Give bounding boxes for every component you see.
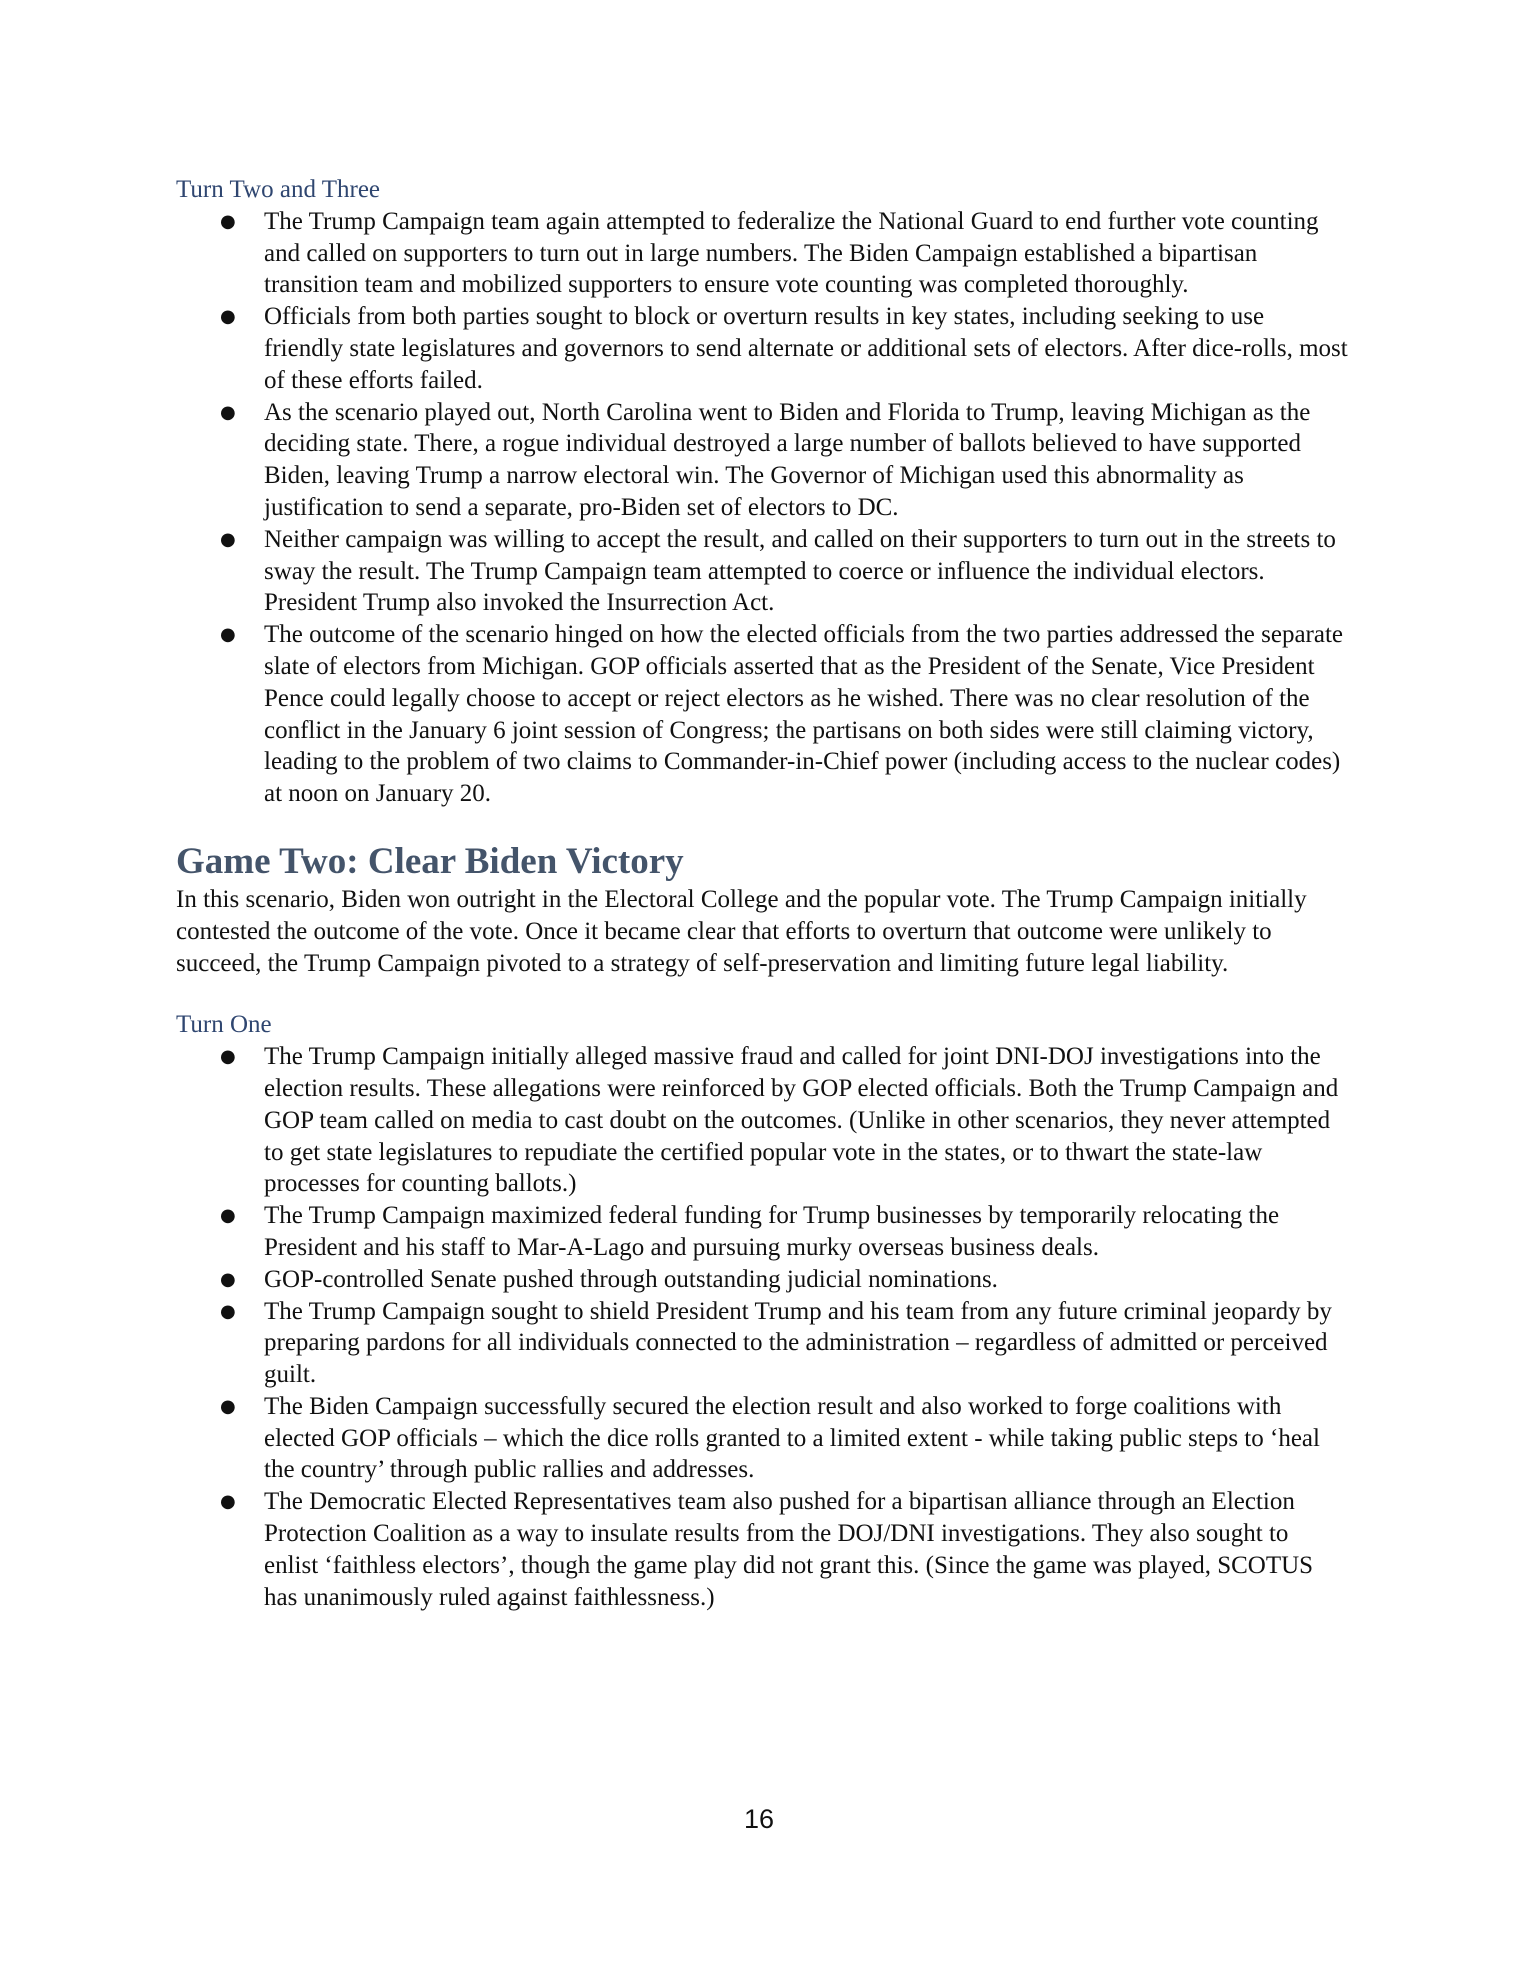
- list-item-text: The Trump Campaign maximized federal funding for Trump businesses by temporarily relocating the President and his staff to Mar-A-Lago and pursuing murky overseas business deals.: [264, 1202, 1280, 1261]
- list-item: [176, 1296, 1348, 1391]
- turn-one-heading: Turn One: [176, 1011, 272, 1039]
- list-item: [176, 397, 1348, 524]
- list-item-text: The outcome of the scenario hinged on how the elected officials from the two parties addressed the separate slate of electors from Michigan. GOP officials asserted that as the President of the Senate, Vice President Pence could legally choose to accept or reject electors as he wished. There was no clear resolution of the conflict in the January 6 joint session of Congress; the partisans on both sides were still claiming victory, leading to the problem of two claims to Commander-in-Chief power (including access to the nuclear codes) at noon on January 20.: [264, 621, 1344, 808]
- list-item: [176, 206, 1348, 301]
- bullet-icon: ●: [220, 1268, 236, 1290]
- list-item-text: The Biden Campaign successfully secured the election result and also worked to forge coalitions with elected GOP officials – which the dice rolls granted to a limited extent - while taking public steps to ‘heal the country’ through public rallies and addresses.: [264, 1392, 1320, 1484]
- list-item: [176, 1264, 1348, 1296]
- bullet-icon: ●: [220, 1300, 236, 1322]
- turn-one-list: [176, 1041, 1348, 1613]
- turn-two-three-heading: Turn Two and Three: [176, 176, 381, 203]
- list-item: [176, 1200, 1348, 1264]
- bullet-icon: ●: [220, 528, 236, 550]
- list-item-text: Officials from both parties sought to block or overturn results in key states, including seeking to use friendly state legislatures and governors to send alternate or additional sets of electors. After dice-rolls, most of these efforts failed.: [264, 303, 1348, 394]
- page-content: [176, 174, 1348, 1613]
- bullet-icon: ●: [220, 1046, 236, 1068]
- list-item: [176, 619, 1348, 810]
- game-two-title: Game Two: Clear Biden Victory: [176, 840, 684, 882]
- game-two-intro: In this scenario, Biden won outright in the Electoral College and the popular vote. The Trump Campaign initially contested the outcome of the vote. Once it became clear that efforts to overturn that outcome were unlikely to succeed, the Trump Campaign pivoted to a strategy of self-preservation and limiting future legal liability.: [176, 885, 1307, 977]
- list-item-text: The Democratic Elected Representatives team also pushed for a bipartisan alliance through an Election Protection Coalition as a way to insulate results from the DOJ/DNI investigations. They also sought to enlist ‘faithless electors’, though the game play did not grant this. (Since the game was played, SCOTUS has unanimously ruled against faithlessness.): [264, 1488, 1314, 1611]
- spacer: [176, 810, 1348, 840]
- list-item-text: As the scenario played out, North Carolina went to Biden and Florida to Trump, leaving Michigan as the deciding state. There, a rogue individual destroyed a large number of ballots believed to have supported Biden, leaving Trump a narrow electoral win. The Governor of Michigan used this abnormality as justification to send a separate, pro-Biden set of electors to DC.: [264, 398, 1311, 521]
- bullet-icon: ●: [220, 624, 236, 646]
- bullet-icon: ●: [220, 401, 236, 423]
- list-item: [176, 1486, 1348, 1613]
- list-item: [176, 524, 1348, 619]
- bullet-icon: ●: [220, 1395, 236, 1417]
- list-item: [176, 1041, 1348, 1200]
- list-item-text: The Trump Campaign team again attempted to federalize the National Guard to end further vote counting and called on supporters to turn out in large numbers. The Biden Campaign established a bipartisan transition team and mobilized supporters to ensure vote counting was completed thoroughly.: [264, 207, 1319, 299]
- list-item-text: GOP-controlled Senate pushed through outstanding judicial nominations.: [264, 1265, 998, 1293]
- turn-two-three-list: [176, 206, 1348, 810]
- bullet-icon: ●: [220, 210, 236, 232]
- page-number: 16: [743, 1804, 775, 1834]
- bullet-icon: ●: [220, 1491, 236, 1513]
- bullet-icon: ●: [220, 1205, 236, 1227]
- spacer: [176, 979, 1348, 1009]
- list-item-text: Neither campaign was willing to accept the result, and called on their supporters to turn out in the streets to sway the result. The Trump Campaign team attempted to coerce or influence the individual electors. President Trump also invoked the Insurrection Act.: [264, 525, 1336, 617]
- bullet-icon: ●: [220, 306, 236, 328]
- list-item: [176, 1391, 1348, 1486]
- list-item-text: The Trump Campaign initially alleged massive fraud and called for joint DNI-DOJ investigations into the election results. These allegations were reinforced by GOP elected officials. Both the Trump Campaign and GOP team called on media to cast doubt on the outcomes. (Unlike in other scenarios, they never attempted to get state legislatures to repudiate the certified popular vote in the states, or to thwart the state-law processes for counting ballots.): [264, 1043, 1339, 1198]
- list-item-text: The Trump Campaign sought to shield President Trump and his team from any future criminal jeopardy by preparing pardons for all individuals connected to the administration – regardless of admitted or perceived guilt.: [264, 1297, 1332, 1389]
- list-item: [176, 301, 1348, 396]
